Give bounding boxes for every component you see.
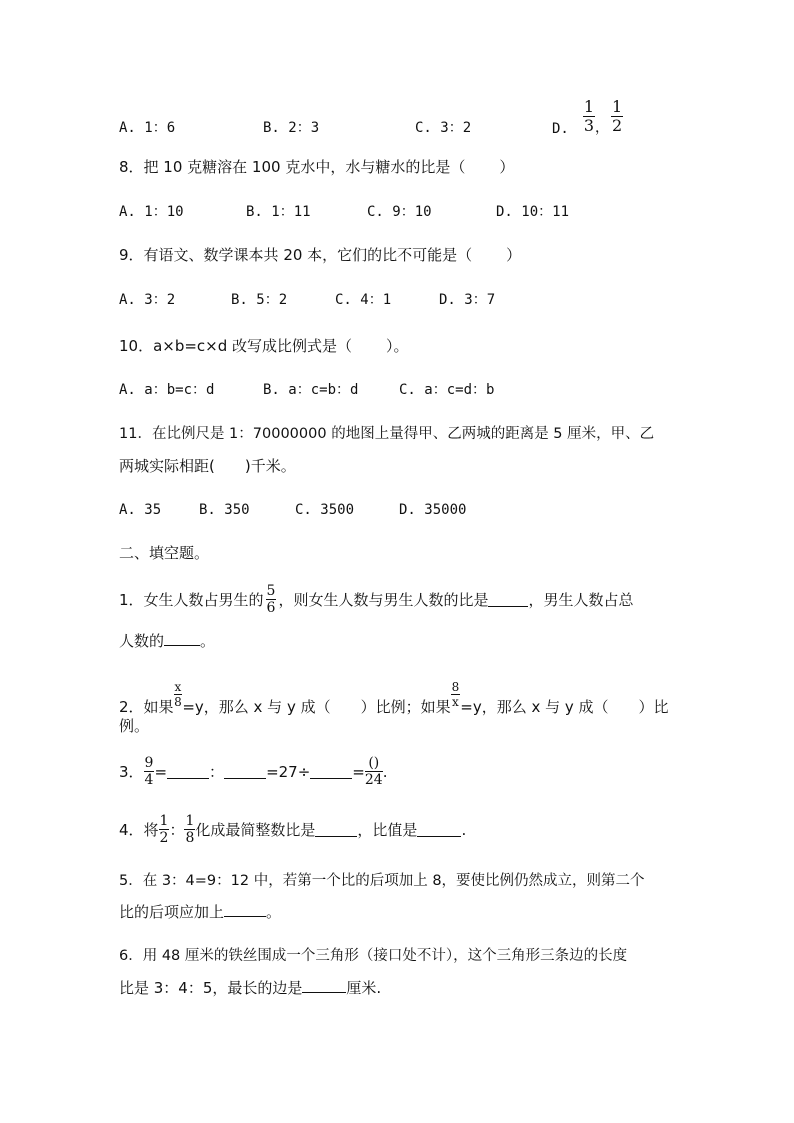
f4-text-mid2: ，比值是	[357, 821, 418, 839]
f4-text-mid: 化成最简整数比是	[195, 821, 316, 839]
fraction-numerator: 9	[144, 755, 154, 771]
fraction-numerator: 1	[185, 813, 195, 829]
f2-text-mid1: =y，那么 x 与 y 成（	[182, 698, 331, 716]
q8-stem-close: ）	[499, 158, 515, 176]
q10-option-c: C. a：c=d：b	[399, 382, 495, 398]
fraction-denominator: 8	[174, 695, 182, 709]
f2-line2: 例。	[119, 717, 150, 735]
f4-text-before: 4．将	[119, 821, 159, 839]
fraction-numerator: x	[174, 680, 182, 694]
fraction-numerator: 8	[451, 680, 460, 694]
f3-eq2: =27÷	[266, 762, 311, 781]
q11-option-a: A. 35	[119, 502, 162, 518]
q8-stem	[119, 157, 514, 177]
q9-stem	[119, 245, 521, 265]
answer-blank[interactable]	[488, 592, 528, 607]
f1-line2-end: 。	[200, 632, 216, 650]
answer-blank[interactable]	[224, 764, 266, 779]
fraction-denominator: 8	[185, 830, 195, 846]
f3-colon: ：	[209, 763, 225, 781]
fraction-denominator: 2	[159, 830, 169, 846]
answer-blank[interactable]	[315, 822, 357, 837]
fraction-denominator: x	[452, 695, 459, 709]
f1-text-mid: ，则女生人数与男生人数的比是	[278, 591, 489, 609]
f4-fraction-1	[159, 814, 170, 845]
fraction-numerator: ()	[365, 756, 383, 772]
f2-fraction-1	[174, 681, 183, 708]
q9-option-a: A. 3：2	[119, 292, 176, 308]
fraction-denominator: 4	[144, 772, 154, 788]
f2-text-after: ）比	[638, 698, 669, 716]
q11-stem-close: )千米。	[244, 457, 296, 475]
q11-option-d: D. 35000	[399, 502, 467, 518]
fraction-numerator: 5	[266, 583, 276, 599]
f1-fraction	[266, 584, 277, 615]
q7-option-d-separator: ，	[595, 120, 610, 136]
q8-option-a: A. 1：10	[119, 204, 184, 220]
q8-option-c: C. 9：10	[367, 204, 432, 220]
q9-stem-close: ）	[506, 246, 522, 264]
f1-line1	[119, 584, 634, 615]
f4-line	[119, 814, 466, 845]
f1-text-before: 1．女生人数占男生的	[119, 591, 264, 609]
q7-option-c: C. 3：2	[415, 120, 472, 136]
f5-line2-end: 。	[266, 903, 282, 921]
f2-fraction-2	[451, 681, 461, 708]
q10-stem-text: 10．a×b=c×d 改写成比例式是（	[119, 337, 353, 355]
fraction-denominator: 6	[266, 600, 276, 616]
q8-option-d: D. 10：11	[496, 204, 570, 220]
f4-colon: ：	[169, 821, 185, 839]
fraction-denominator: 2	[612, 115, 623, 135]
answer-blank[interactable]	[224, 902, 266, 917]
q7-option-a: A. 1：6	[119, 120, 176, 136]
q8-stem-text: 8．把 10 克糖溶在 100 克水中，水与糖水的比是（	[119, 158, 466, 176]
q11-option-c: C. 3500	[295, 502, 355, 518]
f3-label: 3．	[119, 763, 144, 781]
section-title: 二、填空题。	[119, 544, 210, 562]
q11-stem-line1: 11．在比例尺是 1：70000000 的地图上量得甲、乙两城的距离是 5 厘米，甲、乙	[119, 426, 655, 442]
f3-fraction-1	[144, 756, 155, 787]
q10-option-b: B. a：c=b：d	[263, 382, 359, 398]
f5-line2-text: 比的后项应加上	[119, 903, 225, 921]
q7-option-d-fraction-2	[611, 96, 623, 135]
f2-text-before: 2．如果	[119, 698, 174, 716]
answer-blank[interactable]	[167, 764, 209, 779]
q11-stem-line2	[119, 456, 296, 476]
f2-text-mid2: ）比例；如果	[360, 698, 451, 716]
q11-stem-text: 两城实际相距(	[119, 457, 215, 475]
answer-blank[interactable]	[310, 764, 352, 779]
f1-line2	[119, 631, 215, 651]
q9-option-d: D. 3：7	[439, 292, 496, 308]
q10-option-a: A. a：b=c：d	[119, 382, 215, 398]
answer-blank[interactable]	[302, 978, 346, 993]
q7-option-d-prefix: D.	[552, 121, 569, 137]
fraction-denominator: 24	[364, 772, 383, 788]
f3-eq3: =	[352, 762, 365, 781]
q10-stem	[119, 336, 409, 356]
q8-option-b: B. 1：11	[246, 204, 311, 220]
f1-text-after: ，男生人数占总	[528, 591, 634, 609]
f5-line1: 5．在 3：4=9：12 中，若第一个比的后项加上 8，要使比例仍然成立，则第二个	[119, 873, 645, 889]
answer-blank[interactable]	[417, 822, 461, 837]
q11-option-b: B. 350	[199, 502, 250, 518]
f6-line1: 6．用 48 厘米的铁丝围成一个三角形（接口处不计），这个三角形三条边的长度	[119, 948, 628, 964]
fraction-numerator: 1	[612, 96, 623, 116]
q10-stem-close: ）。	[386, 337, 409, 355]
fraction-numerator: 1	[583, 96, 595, 116]
f6-line2-end: 厘米.	[346, 979, 382, 997]
f3-fraction-2	[365, 756, 383, 787]
f6-line2-text: 比是 3：4：5，最长的边是	[119, 979, 303, 997]
q7-option-b: B. 2：3	[263, 120, 320, 136]
q7-option-d	[552, 95, 623, 137]
answer-blank[interactable]	[164, 631, 200, 646]
fraction-numerator: 1	[159, 813, 169, 829]
f6-line2	[119, 978, 381, 998]
f5-line2	[119, 902, 281, 922]
fraction-denominator: 3	[583, 115, 595, 135]
f4-end: .	[461, 820, 467, 839]
q9-option-b: B. 5：2	[231, 292, 288, 308]
q9-stem-text: 9．有语文、数学课本共 20 本，它们的比不可能是（	[119, 246, 473, 264]
f3-end: .	[382, 762, 388, 781]
f1-line2-text: 人数的	[119, 632, 165, 650]
f3-eq1: =	[154, 762, 168, 781]
f3-line	[119, 756, 387, 787]
q9-option-c: C. 4：1	[335, 292, 392, 308]
f2-text-mid3: =y，那么 x 与 y 成（	[460, 698, 609, 716]
f4-fraction-2	[184, 814, 195, 845]
q7-option-d-fraction-1	[583, 96, 595, 135]
f2-line1	[119, 672, 669, 717]
